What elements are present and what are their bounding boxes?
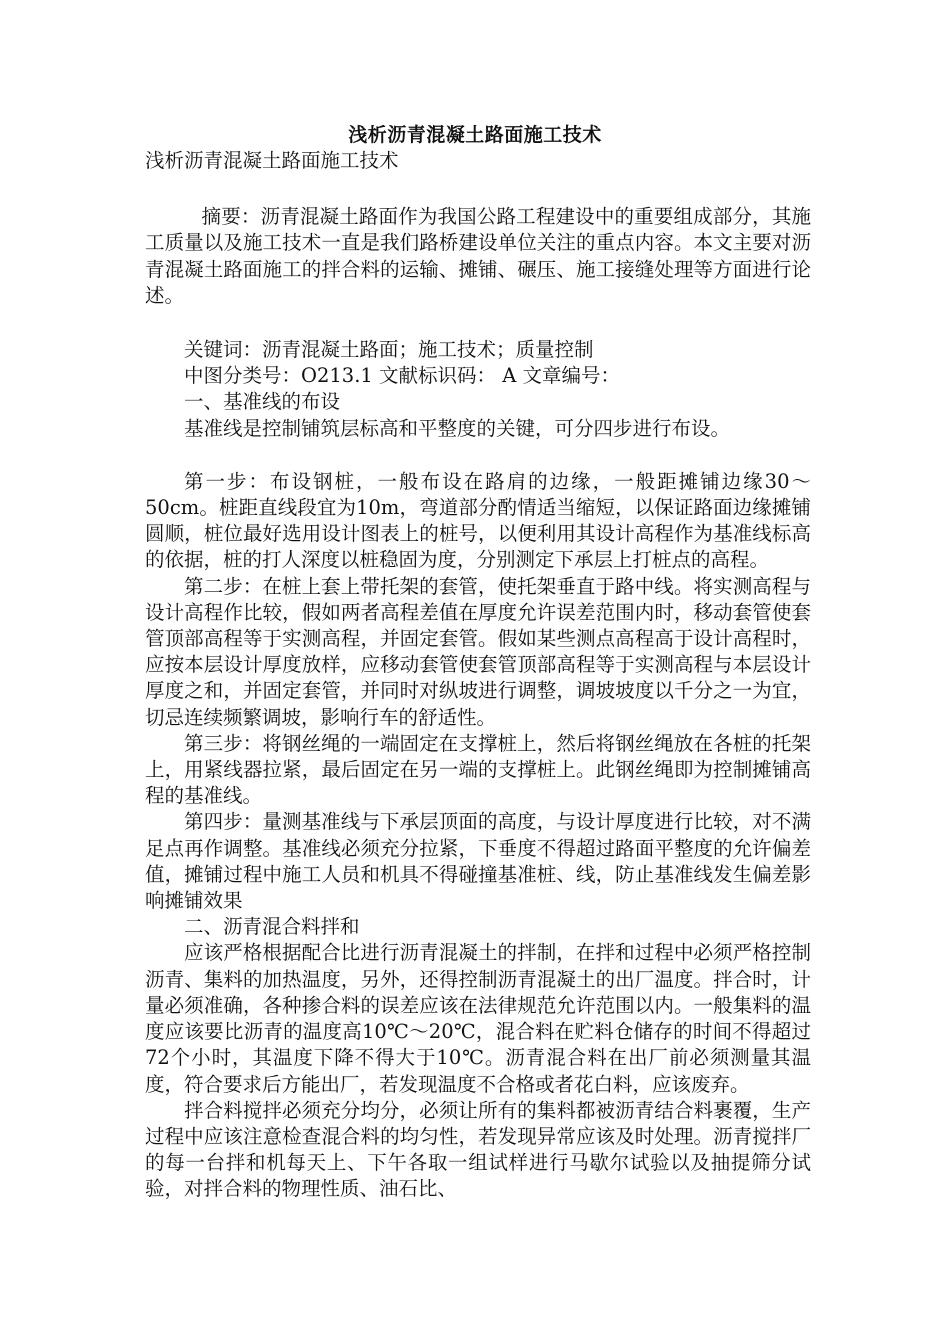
step3-paragraph: 第三步：将钢丝绳的一端固定在支撑桩上，然后将钢丝绳放在各桩的托架上，用紧线器拉紧，最后固定在另一端的支撑桩上。此钢丝绳即为控制摊铺高程的基准线。	[145, 731, 811, 808]
abstract-paragraph: 摘要：沥青混凝土路面作为我国公路工程建设中的重要组成部分，其施工质量以及施工技术一直是我们路桥建设单位关注的重点内容。本文主要对沥青混凝土路面施工的拌合料的运输、摊铺、碾压、施工接缝处理等方面进行论述。	[145, 205, 811, 307]
section1-heading: 一、基准线的布设	[184, 390, 341, 414]
section2-paragraph-1: 应该严格根据配合比进行沥青混凝土的拌制，在拌和过程中必须严格控制沥青、集料的加热温度，另外，还得控制沥青混凝土的出厂温度。拌合时，计量必须准确，各种掺合料的误差应该在法律规范允许范围以内。一般集料的温度应该要比沥青的温度高10℃～20℃，混合料在贮料仓储存的时间不得超过72个小时，其温度下降不得大于10℃。沥青混合料在出厂前必须测量其温度，符合要求后方能出厂，若发现温度不合格或者花白料，应该废弃。	[145, 941, 811, 1096]
step2-paragraph: 第二步：在桩上套上带托架的套管，使托架垂直于路中线。将实测高程与设计高程作比较，假如两者高程差值在厚度允许误差范围内时，移动套管使套管顶部高程等于实测高程，并固定套管。假如某些测点高程高于设计高程时，应按本层设计厚度放样，应移动套管使套管顶部高程等于实测高程与本层设计厚度之和，并固定套管，并同时对纵坡进行调整，调坡坡度以千分之一为宜，切忌连续频繁调坡，影响行车的舒适性。	[145, 574, 811, 729]
document-body	[145, 148, 811, 1203]
section2-paragraph-2: 拌合料搅拌必须充分均分，必须让所有的集料都被沥青结合料裹覆，生产过程中应该注意检查混合料的均匀性，若发现异常应该及时处理。沥青搅拌厂的每一台拌和机每天上、下午各取一组试样进行马歇尔试验以及抽提筛分试验，对拌合料的物理性质、油石比、	[145, 1098, 811, 1201]
step4-paragraph: 第四步：量测基准线与下承层顶面的高度，与设计厚度进行比较，对不满足点再作调整。基准线必须充分拉紧，下垂度不得超过路面平整度的允许偏差值，摊铺过程中施工人员和机具不得碰撞基准桩、线，防止基准线发生偏差影响摊铺效果	[145, 810, 811, 913]
document-subtitle: 浅析沥青混凝土路面施工技术	[145, 149, 399, 172]
step1-paragraph: 第一步：布设钢桩，一般布设在路肩的边缘，一般距摊铺边缘30～50cm。桩距直线段宜为10m，弯道部分酌情适当缩短，以保证路面边缘摊铺圆顺，桩位最好选用设计图表上的桩号，以便利用其设计高程作为基准线标高的依据，桩的打人深度以桩稳固为度，分别测定下承层上打桩点的高程。	[145, 469, 811, 572]
keywords-line: 关键词：沥青混凝土路面；施工技术；质量控制	[184, 338, 594, 362]
document-title: 浅析沥青混凝土路面施工技术	[348, 124, 602, 146]
classification-line: 中图分类号：O213.1 文献标识码： A 文章编号：	[184, 364, 620, 388]
section2-heading: 二、沥青混合料拌和	[184, 915, 360, 939]
section1-intro: 基准线是控制铺筑层标高和平整度的关键，可分四步进行布设。	[184, 416, 731, 440]
